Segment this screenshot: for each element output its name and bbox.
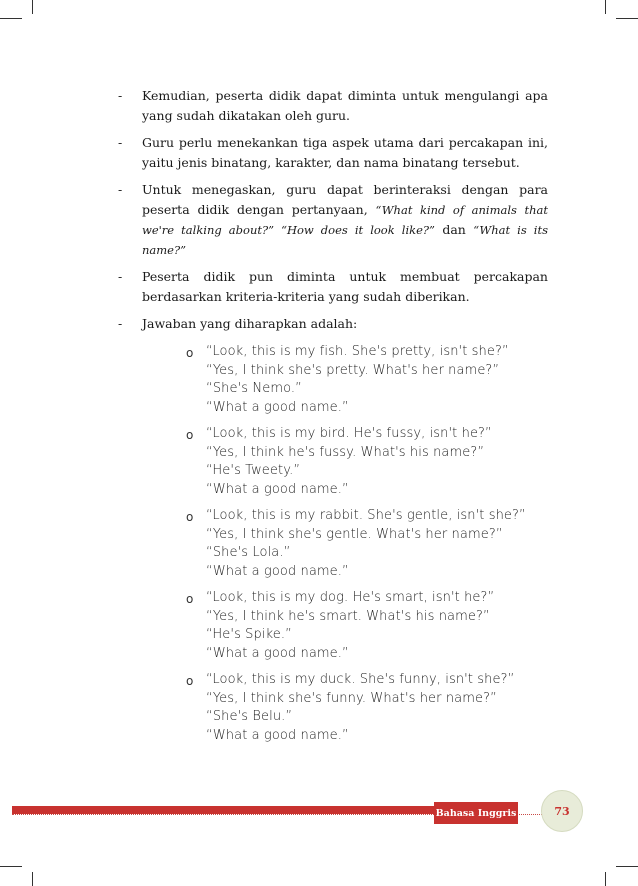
footer-bar — [12, 806, 434, 814]
text-run: Peserta didik pun diminta untuk membuat percakapan berdasarkan kriteria-kriteria yang sudah diberikan. — [142, 269, 548, 304]
instruction-item — [118, 133, 548, 173]
crop-mark — [616, 18, 638, 19]
circle-bullet-icon: o — [186, 346, 194, 360]
instruction-text — [142, 314, 548, 334]
dialog-line: “Yes, I think he's smart. What's his name?” — [206, 608, 490, 624]
dialog-line: “What a good name.” — [206, 563, 349, 579]
bullet-dash: - — [118, 182, 123, 197]
crop-mark — [605, 872, 606, 886]
dialog-item — [186, 589, 546, 663]
crop-mark — [0, 866, 22, 867]
footer-subject: Bahasa Inggris — [434, 802, 518, 824]
dialog-line: “Look, this is my dog. He's smart, isn't he?” — [206, 590, 495, 605]
dialog-line: “Look, this is my duck. She's funny, isn't she?” — [206, 672, 515, 687]
dialog-line: “She's Lola.” — [206, 545, 291, 560]
crop-mark — [616, 866, 638, 867]
text-run: dan — [434, 222, 474, 237]
italic-question: “What kind of animals that we're talking about?” “How does it look like?” — [142, 203, 548, 237]
instruction-text — [142, 267, 548, 307]
dialog-list — [186, 343, 546, 753]
dialog-item — [186, 343, 546, 417]
dialog-item — [186, 425, 546, 499]
crop-mark — [0, 18, 22, 19]
dialog-line: “She's Belu.” — [206, 709, 293, 724]
instruction-item — [118, 86, 548, 126]
crop-mark — [32, 0, 33, 14]
instruction-item — [118, 180, 548, 260]
page-number: 73 — [541, 790, 583, 832]
text-run: Untuk menegaskan, guru dapat berinteraksi dengan para peserta didik dengan pertanyaan, — [142, 182, 548, 217]
dialog-line: “Look, this is my bird. He's fussy, isn't he?” — [206, 426, 492, 441]
circle-bullet-icon: o — [186, 592, 194, 606]
dialog-line: “He's Spike.” — [206, 627, 292, 642]
dialog-line: “What a good name.” — [206, 727, 349, 743]
dialog-line: “Yes, I think she's gentle. What's her name?” — [206, 526, 503, 542]
bullet-dash: - — [118, 88, 123, 103]
circle-bullet-icon: o — [186, 510, 194, 524]
dialog-line: “Look, this is my fish. She's pretty, isn't she?” — [206, 344, 509, 359]
text-run: Guru perlu menekankan tiga aspek utama dari percakapan ini, yaitu jenis binatang, karakter, dan nama binatang tersebut. — [142, 135, 548, 170]
text-run: Jawaban yang diharapkan adalah: — [142, 316, 358, 331]
dialog-item — [186, 507, 546, 581]
dialog-line: “Look, this is my rabbit. She's gentle, isn't she?” — [206, 508, 526, 523]
dialog-line: “Yes, I think she's funny. What's her name?” — [206, 690, 497, 706]
italic-question: “What is its name?” — [142, 223, 549, 257]
dialog-line: “Yes, I think she's pretty. What's her name?” — [206, 362, 500, 378]
circle-bullet-icon: o — [186, 674, 194, 688]
dialog-line: “She's Nemo.” — [206, 381, 302, 396]
instruction-text — [142, 180, 548, 260]
instruction-item — [118, 314, 548, 334]
dialog-line: “What a good name.” — [206, 645, 349, 661]
dialog-line: “What a good name.” — [206, 399, 349, 415]
dialog-line: “He's Tweety.” — [206, 463, 301, 478]
instruction-text — [142, 86, 548, 126]
bullet-dash: - — [118, 269, 123, 284]
dialog-line: “Yes, I think he's fussy. What's his name?” — [206, 444, 485, 460]
dialog-item — [186, 671, 546, 745]
bullet-dash: - — [118, 316, 123, 331]
crop-mark — [605, 0, 606, 14]
instruction-list — [118, 86, 548, 341]
instruction-text — [142, 133, 548, 173]
circle-bullet-icon: o — [186, 428, 194, 442]
bullet-dash: - — [118, 135, 123, 150]
dialog-line: “What a good name.” — [206, 481, 349, 497]
text-run: Kemudian, peserta didik dapat diminta untuk mengulangi apa yang sudah dikatakan oleh guru. — [142, 88, 548, 123]
crop-mark — [32, 872, 33, 886]
instruction-item — [118, 267, 548, 307]
